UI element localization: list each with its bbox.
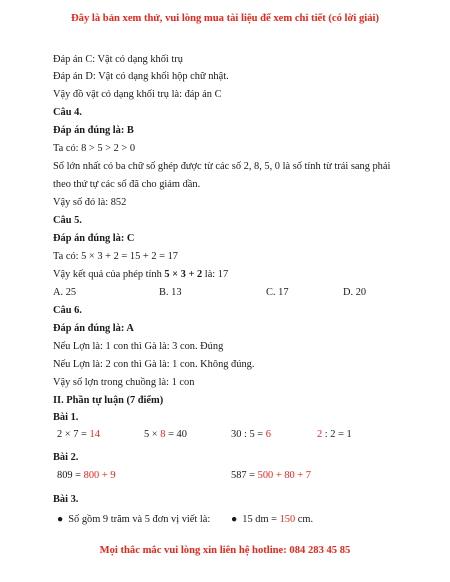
question-6-heading: Câu 6. <box>53 305 82 316</box>
exercise-2-item-2 <box>231 469 311 482</box>
exercise-1-item-3 <box>231 428 271 441</box>
answer-value: 800 <box>83 470 100 481</box>
expression-text: = 40 <box>165 429 187 440</box>
expression-text: 809 = <box>57 470 84 481</box>
expression-text: : 2 = 1 <box>322 429 352 440</box>
result-suffix: là: 17 <box>202 269 229 280</box>
answer-value: 150 <box>279 514 296 525</box>
expression-bold: 5 × 3 + 2 <box>164 269 203 280</box>
result-line: Vậy số đó là: 852 <box>53 197 127 208</box>
option-c: C. 17 <box>266 287 289 298</box>
question-4-heading: Câu 4. <box>53 107 82 118</box>
answer-c-line: Đáp án C: Vật có dạng khối trụ <box>53 54 183 65</box>
case-2-line: Nếu Lợn là: 2 con thì Gà là: 1 con. Không đúng. <box>53 359 255 370</box>
explanation-line-2: theo thứ tự các số đã cho giảm dần. <box>53 179 201 190</box>
question-4-answer: Đáp án đúng là: B <box>53 125 134 136</box>
expression-text: 2 × 7 = <box>57 429 90 440</box>
answer-value: 14 <box>89 429 100 440</box>
conclusion-line: Vậy đồ vật có dạng khối trụ là: đáp án C <box>53 89 222 100</box>
result-prefix: Vậy kết quả của phép tính <box>53 269 165 280</box>
option-a: A. 25 <box>53 287 77 298</box>
answer-value: 2 <box>317 429 323 440</box>
answer-value: 7 <box>305 470 311 481</box>
question-6-answer: Đáp án đúng là: A <box>53 323 134 334</box>
exercise-3-item-2 <box>231 513 313 526</box>
answer-value: 80 <box>284 470 295 481</box>
pig-count-line: Vậy số lợn trong chuồng là: 1 con <box>53 377 195 388</box>
plus-sign: + <box>294 470 306 481</box>
explanation-line-1: Số lớn nhất có ba chữ số ghép được từ các số 2, 8, 5, 0 là số tính từ trái sang phải <box>53 161 391 172</box>
exercise-1-item-2 <box>144 428 187 441</box>
plus-sign: + <box>273 470 285 481</box>
question-5-answer: Đáp án đúng là: C <box>53 233 135 244</box>
expression-text: 5 × <box>144 429 161 440</box>
plus-sign: + <box>99 470 111 481</box>
hotline-footer: Mọi thắc mắc vui lòng xin liên hệ hotline: 084 283 45 85 <box>99 545 351 556</box>
exercise-2-heading: Bài 2. <box>53 452 79 463</box>
exercise-1-item-4 <box>317 428 352 441</box>
exercise-2-item-1 <box>57 469 116 482</box>
exercise-1-heading: Bài 1. <box>53 412 79 423</box>
case-1-line: Nếu Lợn là: 1 con thì Gà là: 3 con. Đúng <box>53 341 224 352</box>
preview-banner: Đây là bản xem thử, vui lòng mua tài liệu để xem chi tiết (có lời giải) <box>71 13 379 24</box>
bullet-icon: ● <box>231 514 238 525</box>
result-expression-line <box>53 268 228 281</box>
answer-value: 9 <box>110 470 116 481</box>
answer-value: 6 <box>265 429 271 440</box>
exercise-1-item-1 <box>57 428 100 441</box>
exercise-3-item-1 <box>57 513 210 526</box>
comparison-line: Ta có: 8 > 5 > 2 > 0 <box>53 143 136 154</box>
option-b: B. 13 <box>159 287 182 298</box>
question-5-heading: Câu 5. <box>53 215 82 226</box>
item-text: cm. <box>295 514 314 525</box>
part-2-heading: II. Phần tự luận (7 điểm) <box>53 395 164 406</box>
exercise-3-heading: Bài 3. <box>53 494 79 505</box>
item-text: Số gồm 9 trăm và 5 đơn vị viết là: <box>68 514 211 525</box>
calculation-line: Ta có: 5 × 3 + 2 = 15 + 2 = 17 <box>53 251 178 262</box>
bullet-icon: ● <box>57 514 64 525</box>
answer-value: 500 <box>257 470 274 481</box>
expression-text: 587 = <box>231 470 258 481</box>
answer-d-line: Đáp án D: Vật có dạng khối hộp chữ nhật. <box>53 71 229 82</box>
answer-value: 8 <box>160 429 166 440</box>
option-d: D. 20 <box>343 287 367 298</box>
expression-text: 30 : 5 = <box>231 429 266 440</box>
item-text: 15 dm = <box>242 514 280 525</box>
